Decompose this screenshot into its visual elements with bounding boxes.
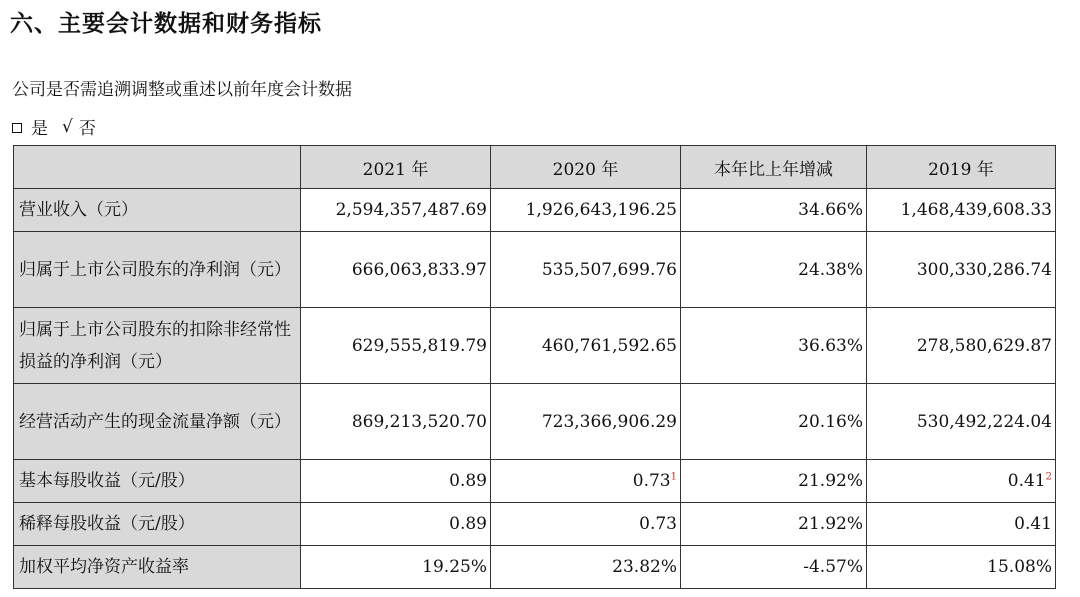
header-corner-cell	[14, 146, 301, 189]
value-2019: 1,468,439,608.33	[867, 189, 1056, 232]
value-change: 34.66%	[681, 189, 867, 232]
row-label: 归属于上市公司股东的扣除非经常性损益的净利润（元）	[14, 308, 301, 384]
value-change: 20.16%	[681, 384, 867, 460]
table-row	[14, 546, 1056, 589]
value-2020: 0.73	[632, 471, 671, 491]
value-2021: 2,594,357,487.69	[301, 189, 491, 232]
header-2021: 2021 年	[301, 146, 491, 189]
unchecked-box-icon	[12, 123, 22, 133]
value-change: 36.63%	[681, 308, 867, 384]
option-yes-label: 是	[31, 119, 48, 139]
footnote-marker[interactable]: 1	[670, 471, 677, 483]
value-2020: 1,926,643,196.25	[491, 189, 681, 232]
table-row	[14, 232, 1056, 308]
value-2019: 278,580,629.87	[867, 308, 1056, 384]
table-row	[14, 308, 1056, 384]
value-2019: 15.08%	[867, 546, 1056, 589]
footnote-marker[interactable]: 2	[1045, 471, 1052, 483]
value-2021: 666,063,833.97	[301, 232, 491, 308]
header-2020: 2020 年	[491, 146, 681, 189]
value-change: 24.38%	[681, 232, 867, 308]
value-2020: 723,366,906.29	[491, 384, 681, 460]
value-2019-cell	[867, 460, 1056, 503]
value-2021: 629,555,819.79	[301, 308, 491, 384]
value-change: 21.92%	[681, 460, 867, 503]
value-2020: 23.82%	[491, 546, 681, 589]
table-header-row	[14, 146, 1056, 189]
option-no-label: 否	[78, 119, 96, 139]
row-label: 经营活动产生的现金流量净额（元）	[14, 384, 301, 460]
table-row	[14, 503, 1056, 546]
restatement-question: 公司是否需追溯调整或重述以前年度会计数据	[12, 80, 352, 100]
table-row	[14, 189, 1056, 232]
value-2019: 0.41	[1007, 471, 1046, 491]
value-2020: 0.73	[491, 503, 681, 546]
value-2021: 869,213,520.70	[301, 384, 491, 460]
value-change: 21.92%	[681, 503, 867, 546]
value-2020: 535,507,699.76	[491, 232, 681, 308]
value-2020-cell	[491, 460, 681, 503]
table-row	[14, 460, 1056, 503]
financial-indicators-table	[13, 145, 1056, 589]
row-label: 加权平均净资产收益率	[14, 546, 301, 589]
header-2019: 2019 年	[867, 146, 1056, 189]
value-2020: 460,761,592.65	[491, 308, 681, 384]
row-label: 稀释每股收益（元/股）	[14, 503, 301, 546]
row-label: 营业收入（元）	[14, 189, 301, 232]
section-heading: 六、主要会计数据和财务指标	[10, 11, 322, 37]
value-2019: 0.41	[867, 503, 1056, 546]
row-label: 基本每股收益（元/股）	[14, 460, 301, 503]
value-2019: 530,492,224.04	[867, 384, 1056, 460]
table-row	[14, 384, 1056, 460]
value-2019: 300,330,286.74	[867, 232, 1056, 308]
header-change: 本年比上年增减	[681, 146, 867, 189]
value-change: -4.57%	[681, 546, 867, 589]
restatement-options	[12, 114, 96, 139]
value-2021: 0.89	[301, 460, 491, 503]
value-2021: 0.89	[301, 503, 491, 546]
row-label: 归属于上市公司股东的净利润（元）	[14, 232, 301, 308]
value-2021: 19.25%	[301, 546, 491, 589]
check-mark-icon: √	[62, 116, 73, 137]
